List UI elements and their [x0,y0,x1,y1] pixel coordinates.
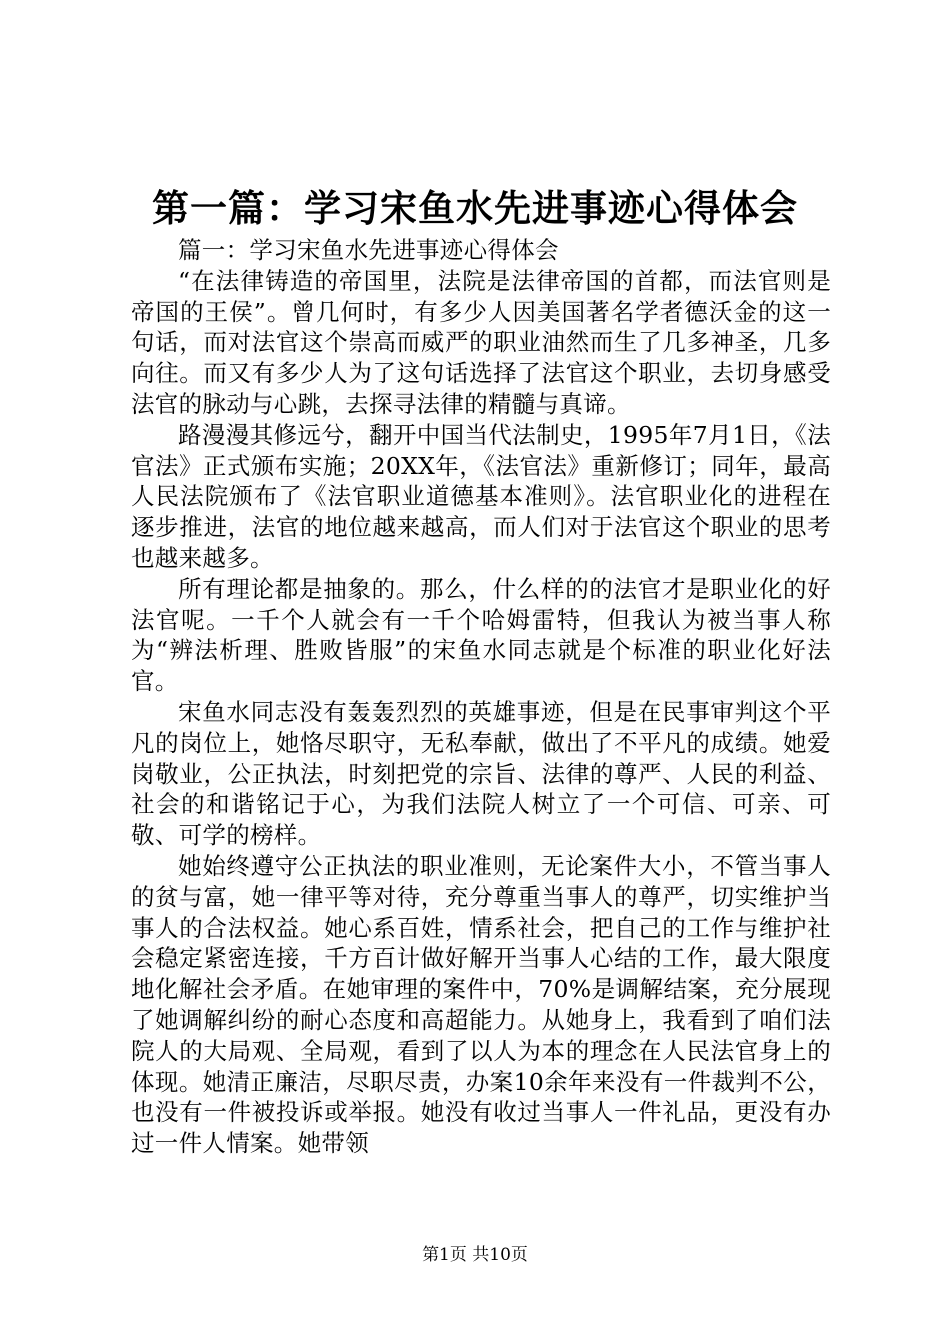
document-title: 第一篇：学习宋鱼水先进事迹心得体会 [152,186,798,230]
document-body [131,235,831,1159]
section-subtitle: 篇一：学习宋鱼水先进事迹心得体会 [178,236,559,264]
paragraph-fairness: 她始终遵守公正执法的职业准则，无论案件大小，不管当事人的贫与富，她一律平等对待，充分尊重当事人的尊严，切实维护当事人的合法权益。她心系百姓，情系社会，把自己的工作与维护社会稳定紧密连接，千方百计做好解开当事人心结的工作，最大限度地化解社会矛盾。在她审理的案件中，70%是调解结案，充分展现了她调解纠纷的耐心态度和高超能力。从她身上，我看到了咱们法院人的大局观、全局观，看到了以人为本的理念在人民法官身上的体现。她清正廉洁，尽职尽责，办案10余年来没有一件裁判不公，也没有一件被投诉或举报。她没有收过当事人一件礼品，更没有办过一件人情案。她带领 [131,851,831,1158]
paragraph-quote: “在法律铸造的帝国里，法院是法律帝国的首都，而法官则是帝国的王侯”。曾几何时，有多少人因美国著名学者德沃金的这一句话，而对法官这个崇高而威严的职业油然而生了几多神圣，几多向往。而又有多少人为了这句话选择了法官这个职业，去切身感受法官的脉动与心跳，去探寻法律的精髓与真谛。 [131,266,831,418]
paragraph-history: 路漫漫其修远兮，翻开中国当代法制史，1995年7月1日，《法官法》正式颁布实施；20XX年，《法官法》重新修订；同年，最高人民法院颁布了《法官职业道德基本准则》。法官职业化的进程在逐步推进，法官的地位越来越高，而人们对于法官这个职业的思考也越来越多。 [131,420,831,572]
paragraph-dedication: 宋鱼水同志没有轰轰烈烈的英雄事迹，但是在民事审判这个平凡的岗位上，她恪尽职守，无私奉献，做出了不平凡的成绩。她爱岗敬业，公正执法，时刻把党的宗旨、法律的尊严、人民的利益、社会的和谐铭记于心，为我们法院人树立了一个可信、可亲、可敬、可学的榜样。 [131,697,831,850]
page-number-footer: 第1页 共10页 [422,1245,528,1265]
paragraph-theory: 所有理论都是抽象的。那么，什么样的的法官才是职业化的好法官呢。一千个人就会有一千个哈姆雷特，但我认为被当事人称为“辨法析理、胜败皆服”的宋鱼水同志就是个标准的职业化好法官。 [131,574,831,696]
